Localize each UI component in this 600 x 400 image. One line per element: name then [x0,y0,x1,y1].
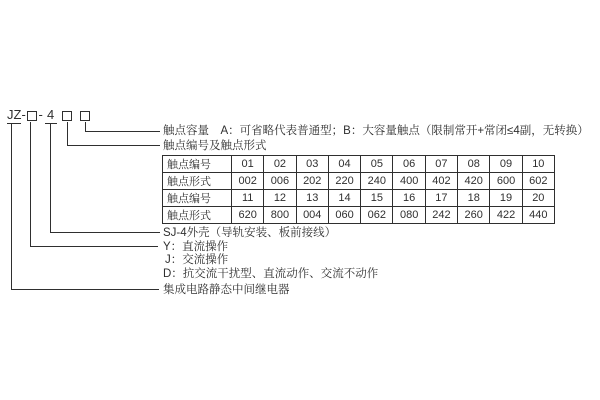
table-cell: 004 [296,207,328,224]
label-contact-number-form: 触点编号及触点形式 [163,139,267,152]
table-cell: 10 [522,156,554,173]
label-anti-interference: D：抗交流干扰型、直流动作、交流不动作 [163,267,379,280]
table-cell: 09 [490,156,522,173]
table-cell: 13 [296,190,328,207]
table-row-header: 触点形式 [163,207,232,224]
table-row [163,190,555,207]
table-cell: 600 [490,173,522,190]
table-cell: 11 [232,190,264,207]
table-cell: 402 [425,173,457,190]
table-cell: 240 [361,173,393,190]
table-cell: 260 [458,207,490,224]
table-cell: 02 [264,156,296,173]
table-cell: 060 [328,207,360,224]
table-cell: 800 [264,207,296,224]
table-cell: 07 [425,156,457,173]
table-row [163,156,555,173]
table-cell: 006 [264,173,296,190]
table-cell: 01 [232,156,264,173]
label-ac-operation: J：交流操作 [165,254,229,266]
label-case-type: SJ-4外壳（导轨安装、板前接线） [163,226,337,239]
model-dash-1: - [21,107,26,122]
table-cell: 12 [264,190,296,207]
table-cell: 420 [458,173,490,190]
table-cell: 062 [361,207,393,224]
table-cell: 16 [393,190,425,207]
table-row-header: 触点编号 [163,156,232,173]
model-box-contact-code [62,111,72,121]
table-cell: 080 [393,207,425,224]
table-cell: 03 [296,156,328,173]
table-cell: 05 [361,156,393,173]
table-cell: 15 [361,190,393,207]
table-cell: 202 [296,173,328,190]
table-cell: 242 [425,207,457,224]
table-cell: 17 [425,190,457,207]
label-relay-series: 集成电路静态中间继电器 [163,283,290,296]
table-cell: 220 [328,173,360,190]
table-cell: 620 [232,207,264,224]
model-prefix: JZ [7,107,22,122]
table-row [163,173,555,190]
contact-code-table [162,155,555,224]
table-cell: 422 [490,207,522,224]
table-cell: 14 [328,190,360,207]
label-dc-operation: Y：直流操作 [163,240,229,253]
table-row-header: 触点编号 [163,190,232,207]
table-cell: 20 [522,190,554,207]
table-cell: 440 [522,207,554,224]
table-cell: 06 [393,156,425,173]
model-case-digit: 4 [45,106,57,124]
table-row [163,207,555,224]
table-cell: 19 [490,190,522,207]
table-cell: 08 [458,156,490,173]
model-box-contact-capacity [80,111,90,121]
model-dash-2: - [38,107,43,122]
label-contact-capacity: 触点容量 A：可省略代表普通型；B：大容量触点（限制常开+常闭≤4副，无转换） [163,125,589,137]
table-cell: 602 [522,173,554,190]
connector-relay-series [11,124,159,290]
table-cell: 002 [232,173,264,190]
table-cell: 400 [393,173,425,190]
table-row-header: 触点形式 [163,173,232,190]
table-cell: 04 [328,156,360,173]
model-box-operation-type [27,111,37,121]
contact-table-body [163,156,555,224]
table-cell: 18 [458,190,490,207]
